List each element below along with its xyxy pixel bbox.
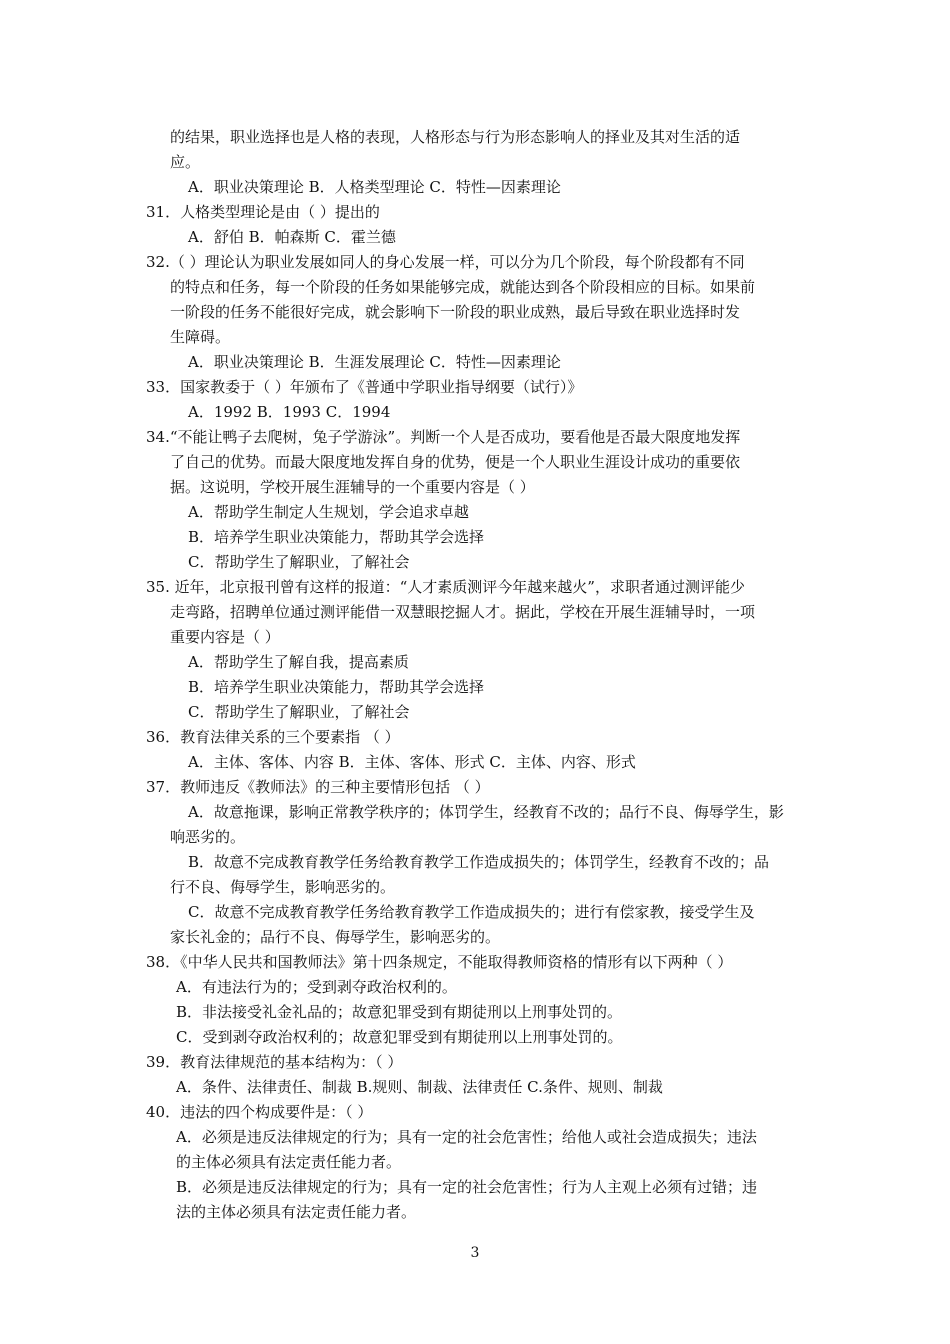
option-line: A．必须是违反法律规定的行为；具有一定的社会危害性；给他人或社会造成损失；违法 xyxy=(176,1128,757,1146)
question-34: 34.“不能让鸭子去爬树，兔子学游泳”。判断一个人是否成功，要看他是否最大限度地发挥 xyxy=(146,428,741,446)
option-line: A．职业决策理论 B．人格类型理论 C．特性—因素理论 xyxy=(188,178,561,196)
option-line: A．条件、法律责任、制裁 B.规则、制裁、法律责任 C.条件、规则、制裁 xyxy=(176,1078,663,1096)
question-33: 33．国家教委于（ ）年颁布了《普通中学职业指导纲要（试行）》 xyxy=(146,378,583,396)
option-line: A．1992 B．1993 C．1994 xyxy=(188,403,391,421)
page-number: 3 xyxy=(470,1245,480,1261)
option-line: A．主体、客体、内容 B．主体、客体、形式 C．主体、内容、形式 xyxy=(188,753,636,771)
question-31: 31．人格类型理论是由（ ）提出的 xyxy=(146,203,380,221)
text-line: 的结果，职业选择也是人格的表现，人格形态与行为形态影响人的择业及其对生活的适 xyxy=(170,128,741,146)
text-line: 家长礼金的；品行不良、侮辱学生，影响恶劣的。 xyxy=(170,928,501,946)
text-line: 据。这说明，学校开展生涯辅导的一个重要内容是（ ） xyxy=(170,478,535,496)
option-line: C．帮助学生了解职业，了解社会 xyxy=(188,703,410,721)
question-39: 39．教育法律规范的基本结构为：（ ） xyxy=(146,1053,403,1071)
question-38: 38．《中华人民共和国教师法》第十四条规定，不能取得教师资格的情形有以下两种（ ） xyxy=(146,953,733,971)
option-line: B．培养学生职业决策能力，帮助其学会选择 xyxy=(188,528,485,546)
option-line: A．舒伯 B．帕森斯 C．霍兰德 xyxy=(188,228,396,246)
option-line: A．帮助学生了解自我，提高素质 xyxy=(188,653,409,671)
option-line: C．故意不完成教育教学任务给教育教学工作造成损失的；进行有偿家教，接受学生及 xyxy=(188,903,755,921)
text-line: 走弯路，招聘单位通过测评能借一双慧眼挖掘人才。据此，学校在开展生涯辅导时，一项 xyxy=(170,603,756,621)
option-line: C．受到剥夺政治权利的；故意犯罪受到有期徒刑以上刑事处罚的。 xyxy=(176,1028,623,1046)
option-line: A．故意拖课，影响正常教学秩序的；体罚学生，经教育不改的；品行不良、侮辱学生，影 xyxy=(188,803,784,821)
text-line: 生障碍。 xyxy=(170,328,231,346)
text-line: 法的主体必须具有法定责任能力者。 xyxy=(176,1203,417,1221)
text-line: 应。 xyxy=(170,153,201,171)
text-line: 响恶劣的。 xyxy=(170,828,246,846)
text-line: 行不良、侮辱学生，影响恶劣的。 xyxy=(170,878,396,896)
option-line: A．职业决策理论 B．生涯发展理论 C．特性—因素理论 xyxy=(188,353,561,371)
question-32: 32.（ ）理论认为职业发展如同人的身心发展一样，可以分为几个阶段，每个阶段都有不同 xyxy=(146,253,745,271)
text-line: 重要内容是（ ） xyxy=(170,628,280,646)
option-line: B．非法接受礼金礼品的；故意犯罪受到有期徒刑以上刑事处罚的。 xyxy=(176,1003,623,1021)
question-37: 37．教师违反《教师法》的三种主要情形包括 （ ） xyxy=(146,778,490,796)
option-line: B．必须是违反法律规定的行为；具有一定的社会危害性；行为人主观上必须有过错；违 xyxy=(176,1178,758,1196)
option-line: A．有违法行为的；受到剥夺政治权利的。 xyxy=(176,978,457,996)
question-40: 40．违法的四个构成要件是：（ ） xyxy=(146,1103,373,1121)
option-line: C．帮助学生了解职业，了解社会 xyxy=(188,553,410,571)
question-36: 36．教育法律关系的三个要素指 （ ） xyxy=(146,728,400,746)
text-line: 的特点和任务，每一个阶段的任务如果能够完成，就能达到各个阶段相应的目标。如果前 xyxy=(170,278,756,296)
option-line: B．故意不完成教育教学任务给教育教学工作造成损失的；体罚学生，经教育不改的；品 xyxy=(188,853,770,871)
text-line: 了自己的优势。而最大限度地发挥自身的优势，便是一个人职业生涯设计成功的重要依 xyxy=(170,453,741,471)
text-line: 一阶段的任务不能很好完成，就会影响下一阶段的职业成熟，最后导致在职业选择时发 xyxy=(170,303,741,321)
question-35: 35. 近年，北京报刊曾有这样的报道：“人才素质测评今年越来越火”，求职者通过测评能少 xyxy=(146,578,745,596)
option-line: B．培养学生职业决策能力，帮助其学会选择 xyxy=(188,678,485,696)
option-line: A．帮助学生制定人生规划，学会追求卓越 xyxy=(188,503,469,521)
text-line: 的主体必须具有法定责任能力者。 xyxy=(176,1153,402,1171)
